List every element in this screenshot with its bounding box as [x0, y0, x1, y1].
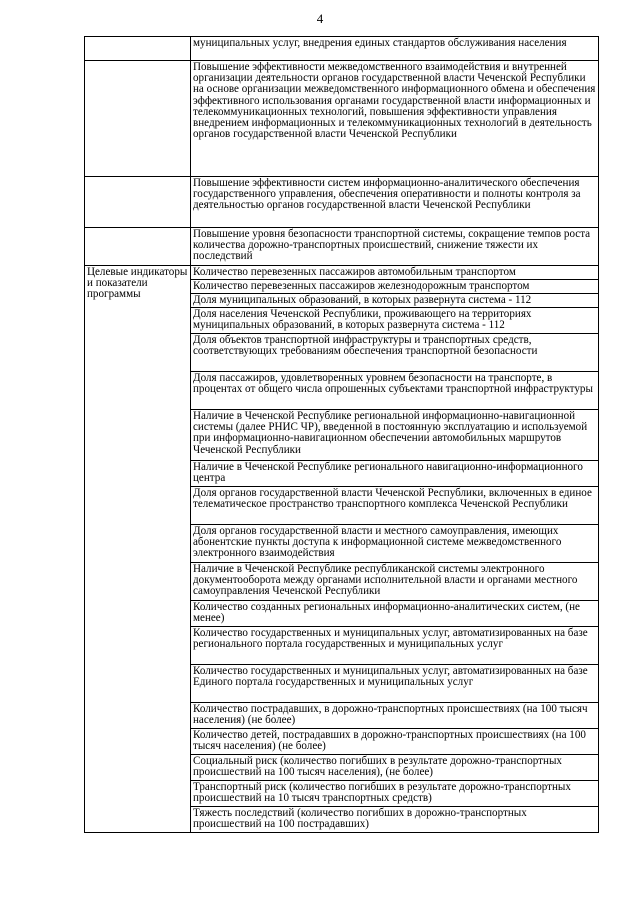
indicator-cell: Количество перевезенных пассажиров автомобильным транспортом [191, 266, 599, 280]
indicator-cell: Доля пассажиров, удовлетворенных уровнем безопасности на транспорте, в процентах от общего числа опрошенных субъектами транспортной инфраструктуры [191, 372, 599, 410]
indicator-cell: Тяжесть последствий (количество погибших в дорожно-транспортных происшествий на 100 пострадавших) [191, 807, 599, 833]
left-cell-empty [85, 61, 191, 177]
table-row [85, 228, 599, 266]
indicator-cell: Наличие в Чеченской Республике республиканской системы электронного документооборота между органами исполнительной власти и органами местного самоуправления Чеченской Республики [191, 563, 599, 601]
indicator-cell: Количество государственных и муниципальных услуг, автоматизированных на базе Единого портала государственных и муниципальных услуг [191, 665, 599, 703]
indicator-cell: Доля населения Чеченской Республики, проживающего на территориях муниципальных образований, в которых развернута система - 112 [191, 308, 599, 334]
task-cell: Повышение уровня безопасности транспортной системы, сокращение темпов роста количества дорожно-транспортных происшествий, снижение тяжести их последствий [191, 228, 599, 266]
table-row [85, 177, 599, 228]
indicator-cell: Количество созданных региональных информационно-аналитических систем, (не менее) [191, 601, 599, 627]
program-passport-table [84, 36, 599, 833]
indicator-cell: Наличие в Чеченской Республике регионального навигационно-информационного центра [191, 461, 599, 487]
table-row [85, 266, 599, 280]
indicators-label-cell: Целевые индикаторы и показатели программы [85, 266, 191, 833]
indicator-cell: Количество государственных и муниципальных услуг, автоматизированных на базе регионального портала государственных и муниципальных услуг [191, 627, 599, 665]
table-row [85, 61, 599, 177]
left-cell-empty [85, 177, 191, 228]
indicator-cell: Наличие в Чеченской Республике региональной информационно-навигационной системы (далее РНИС ЧР), введенной в постоянную эксплуатацию и используемой при информационно-навигационном обеспечении автомобильных маршрутов Чеченской Республики [191, 410, 599, 461]
table-row [85, 37, 599, 61]
page-number: 4 [316, 11, 324, 26]
indicator-cell: Доля органов государственной власти Чеченской Республики, включенных в единое телематическое пространство транспортного комплекса Чеченской Республики [191, 487, 599, 525]
task-cell: Повышение эффективности систем информационно-аналитического обеспечения государственного управления, обеспечения оперативности и полноты контроля за деятельностью органов государственной власти Чеченской Республики [191, 177, 599, 228]
indicator-cell: Количество перевезенных пассажиров железнодорожным транспортом [191, 280, 599, 294]
indicator-cell: Транспортный риск (количество погибших в результате дорожно-транспортных происшествий на 10 тысяч транспортных средств) [191, 781, 599, 807]
left-cell-empty [85, 37, 191, 61]
indicator-cell: Социальный риск (количество погибших в результате дорожно-транспортных происшествий на 100 тысяч населения), (не более) [191, 755, 599, 781]
indicator-cell: Доля объектов транспортной инфраструктуры и транспортных средств, соответствующих требованиям обеспечения транспортной безопасности [191, 334, 599, 372]
task-cell: муниципальных услуг, внедрения единых стандартов обслуживания населения [191, 37, 599, 61]
indicator-cell: Количество пострадавших, в дорожно-транспортных происшествиях (на 100 тысяч населения) (не более) [191, 703, 599, 729]
left-cell-empty [85, 228, 191, 266]
task-cell: Повышение эффективности межведомственного взаимодействия и внутренней организации деятельности органов государственной власти Чеченской Республики на основе организации межведомственного информационного обмена и обеспечения эффективного использования органами государственной власти информационных и телекоммуникационных технологий, повышения эффективности управления внедрением информационных и телекоммуникационных технологий в деятельность органов государственной власти Чеченской Республики [191, 61, 599, 177]
indicator-cell: Количество детей, пострадавших в дорожно-транспортных происшествиях (на 100 тысяч населения) (не более) [191, 729, 599, 755]
indicator-cell: Доля муниципальных образований, в которых развернута система - 112 [191, 294, 599, 308]
indicator-cell: Доля органов государственной власти и местного самоуправления, имеющих абонентские пункты доступа к информационной системе межведомственного электронного взаимодействия [191, 525, 599, 563]
